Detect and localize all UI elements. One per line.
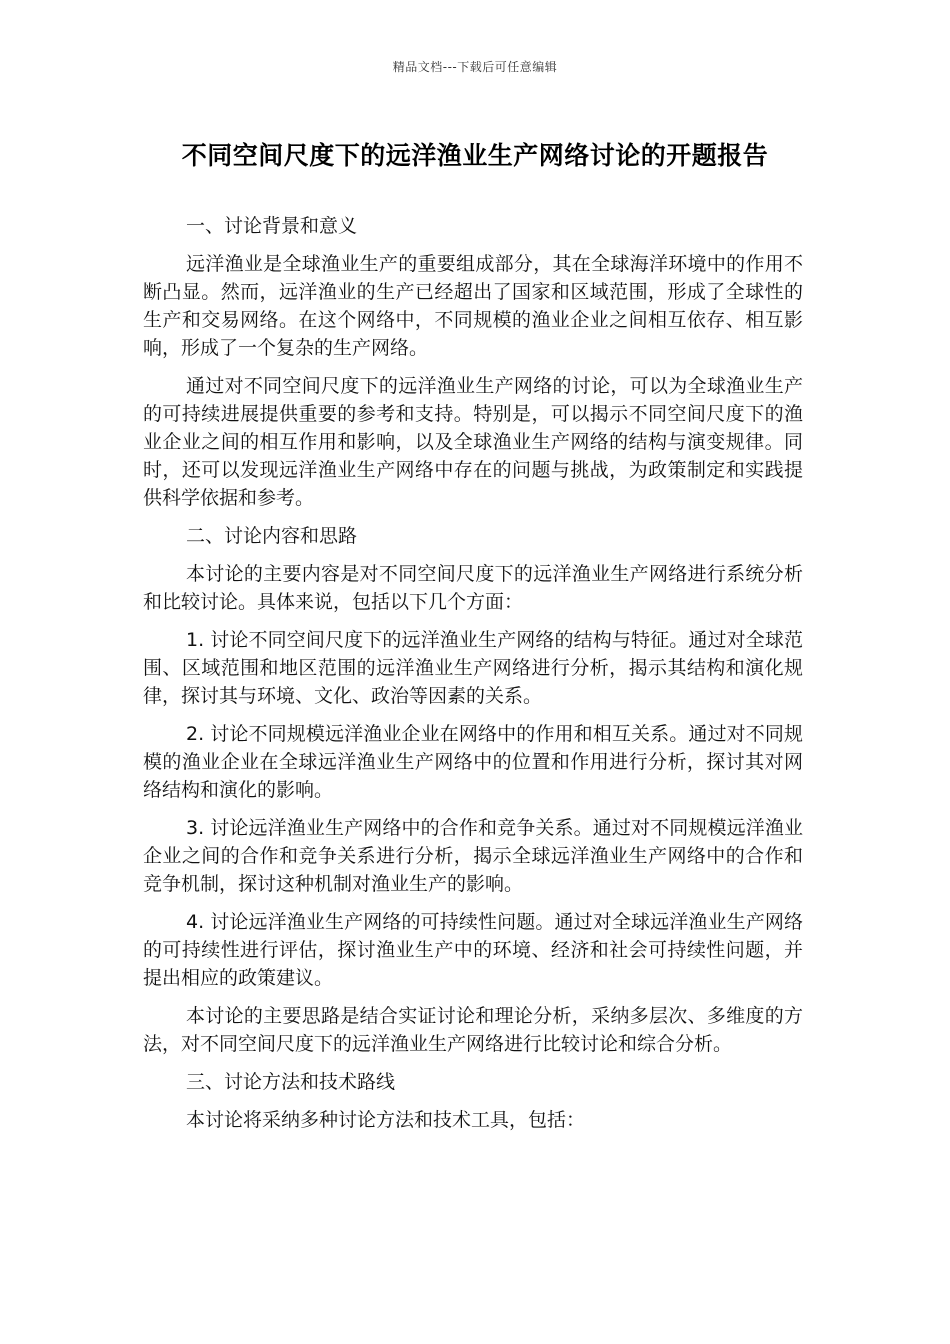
section-methods bbox=[143, 1068, 803, 1134]
section-heading: 三、讨论方法和技术路线 bbox=[186, 1071, 396, 1093]
section-background bbox=[143, 212, 803, 512]
list-paragraph: 2. 讨论不同规模远洋渔业企业在网络中的作用和相互关系。通过对不同规模的渔业企业在全球远洋渔业生产网络中的位置和作用进行分析，探讨其对网络结构和演化的影响。 bbox=[143, 723, 803, 801]
list-paragraph: 4. 讨论远洋渔业生产网络的可持续性问题。通过对全球远洋渔业生产网络的可持续性进行评估，探讨渔业生产中的环境、经济和社会可持续性问题，并提出相应的政策建议。 bbox=[143, 911, 803, 989]
document-body bbox=[143, 212, 803, 1144]
body-paragraph: 本讨论的主要思路是结合实证讨论和理论分析，采纳多层次、多维度的方法，对不同空间尺度下的远洋渔业生产网络进行比较讨论和综合分析。 bbox=[143, 1005, 803, 1055]
document-title: 不同空间尺度下的远洋渔业生产网络讨论的开题报告 bbox=[181, 141, 769, 170]
page-header-note: 精品文档---下载后可任意编辑 bbox=[392, 60, 558, 74]
list-paragraph: 3. 讨论远洋渔业生产网络中的合作和竞争关系。通过对不同规模远洋渔业企业之间的合作和竞争关系进行分析，揭示全球远洋渔业生产网络中的合作和竞争机制，探讨这种机制对渔业生产的影响。 bbox=[143, 817, 803, 895]
body-paragraph: 通过对不同空间尺度下的远洋渔业生产网络的讨论，可以为全球渔业生产的可持续进展提供重要的参考和支持。特别是，可以揭示不同空间尺度下的渔业企业之间的相互作用和影响，以及全球渔业生产网络的结构与演变规律。同时，还可以发现远洋渔业生产网络中存在的问题与挑战，为政策制定和实践提供科学依据和参考。 bbox=[143, 375, 803, 509]
section-heading: 一、讨论背景和意义 bbox=[186, 215, 358, 237]
section-heading: 二、讨论内容和思路 bbox=[186, 525, 358, 547]
body-paragraph: 本讨论的主要内容是对不同空间尺度下的远洋渔业生产网络进行系统分析和比较讨论。具体来说，包括以下几个方面： bbox=[143, 563, 803, 613]
body-paragraph: 远洋渔业是全球渔业生产的重要组成部分，其在全球海洋环境中的作用不断凸显。然而，远洋渔业的生产已经超出了国家和区域范围，形成了全球性的生产和交易网络。在这个网络中，不同规模的渔业企业之间相互依存、相互影响，形成了一个复杂的生产网络。 bbox=[143, 253, 803, 359]
body-paragraph: 本讨论将采纳多种讨论方法和技术工具，包括： bbox=[186, 1109, 586, 1131]
list-paragraph: 1. 讨论不同空间尺度下的远洋渔业生产网络的结构与特征。通过对全球范围、区域范围和地区范围的远洋渔业生产网络进行分析，揭示其结构和演化规律，探讨其与环境、文化、政治等因素的关系。 bbox=[143, 629, 803, 707]
section-content-approach bbox=[143, 522, 803, 1058]
